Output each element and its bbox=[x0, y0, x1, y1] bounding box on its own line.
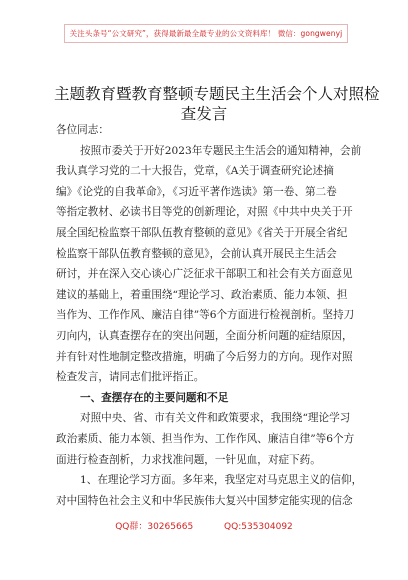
title-line: 查发言 bbox=[180, 105, 228, 123]
title-line: 主题教育暨教育整顿专题民主生活会个人对照检 bbox=[54, 85, 380, 103]
paragraph-line: 等指定教材、必读书目等党的创新理论，对照《中共中央关于开 bbox=[56, 206, 353, 219]
document-body bbox=[56, 120, 363, 511]
paragraph-line: 检监察干部队伍教育整顿的意见》，会前认真开展民主生活会 bbox=[56, 247, 337, 260]
paragraph-line: 对中国特色社会主义和中华民族伟大复兴中国梦定能实现的信念 bbox=[56, 494, 353, 507]
paragraph-line: 研讨，并在深入交心谈心广泛征求干部职工和社会有关方面意见 bbox=[56, 268, 353, 281]
promo-banner-text: 关注头条号“公文研究”，获得最新最全最专业的公文资料库！ 微信：gongwenyj bbox=[69, 29, 343, 38]
qq-contact-text: QQ:535304092 bbox=[224, 522, 293, 532]
salutation: 各位同志： bbox=[56, 124, 109, 136]
promo-banner bbox=[64, 24, 348, 43]
paragraph-line: 当作为、工作作风、廉洁自律”等6个方面进行检视剖析。坚持刀 bbox=[56, 309, 355, 322]
paragraph-line: 政治素质、能力本领、担当作为、工作作风、廉洁自律”等6个方 bbox=[56, 432, 355, 445]
paragraph-line: 我认真学习党的二十大报告，党章，《A关于调查研究论述摘 bbox=[56, 165, 334, 178]
section-heading: 一、查摆存在的主要问题和不足 bbox=[80, 391, 229, 404]
paragraph-line: 面进行检查剖析，力求找准问题，一针见血，对症下药。 bbox=[56, 453, 321, 466]
paragraph-line: 刃向内，认真查摆存在的突出问题，全面分析问题的症结原因， bbox=[56, 329, 353, 342]
paragraph-line: 1、在理论学习方面。多年来，我坚定对马克思主义的信仰， bbox=[80, 474, 363, 487]
paragraph-line: 编》《论党的自我革命》，《习近平著作选读》第一卷、第二卷 bbox=[56, 185, 337, 198]
document-title bbox=[54, 84, 380, 124]
paragraph-line: 对照中央、省、市有关文件和政策要求，我围绕“理论学习 bbox=[80, 412, 351, 425]
paragraph-line: 建议的基础上，着重围绕“理论学习、政治素质、能力本领、担 bbox=[56, 288, 348, 301]
qq-group-text: QQ群：30265665 bbox=[115, 522, 194, 532]
paragraph-line: 检查发言，请同志们批评指正。 bbox=[56, 371, 205, 384]
paragraph-line: 并有针对性地制定整改措施，明确了今后努力的方向。现作对照 bbox=[56, 350, 353, 363]
paragraph-line: 展全国纪检监察干部队伍教育整顿的意见》《省关于开展全省纪 bbox=[56, 226, 348, 239]
contact-footer bbox=[0, 519, 408, 532]
paragraph-line: 按照市委关于开好2023年专题民主生活会的通知精神，会前 bbox=[80, 144, 362, 157]
